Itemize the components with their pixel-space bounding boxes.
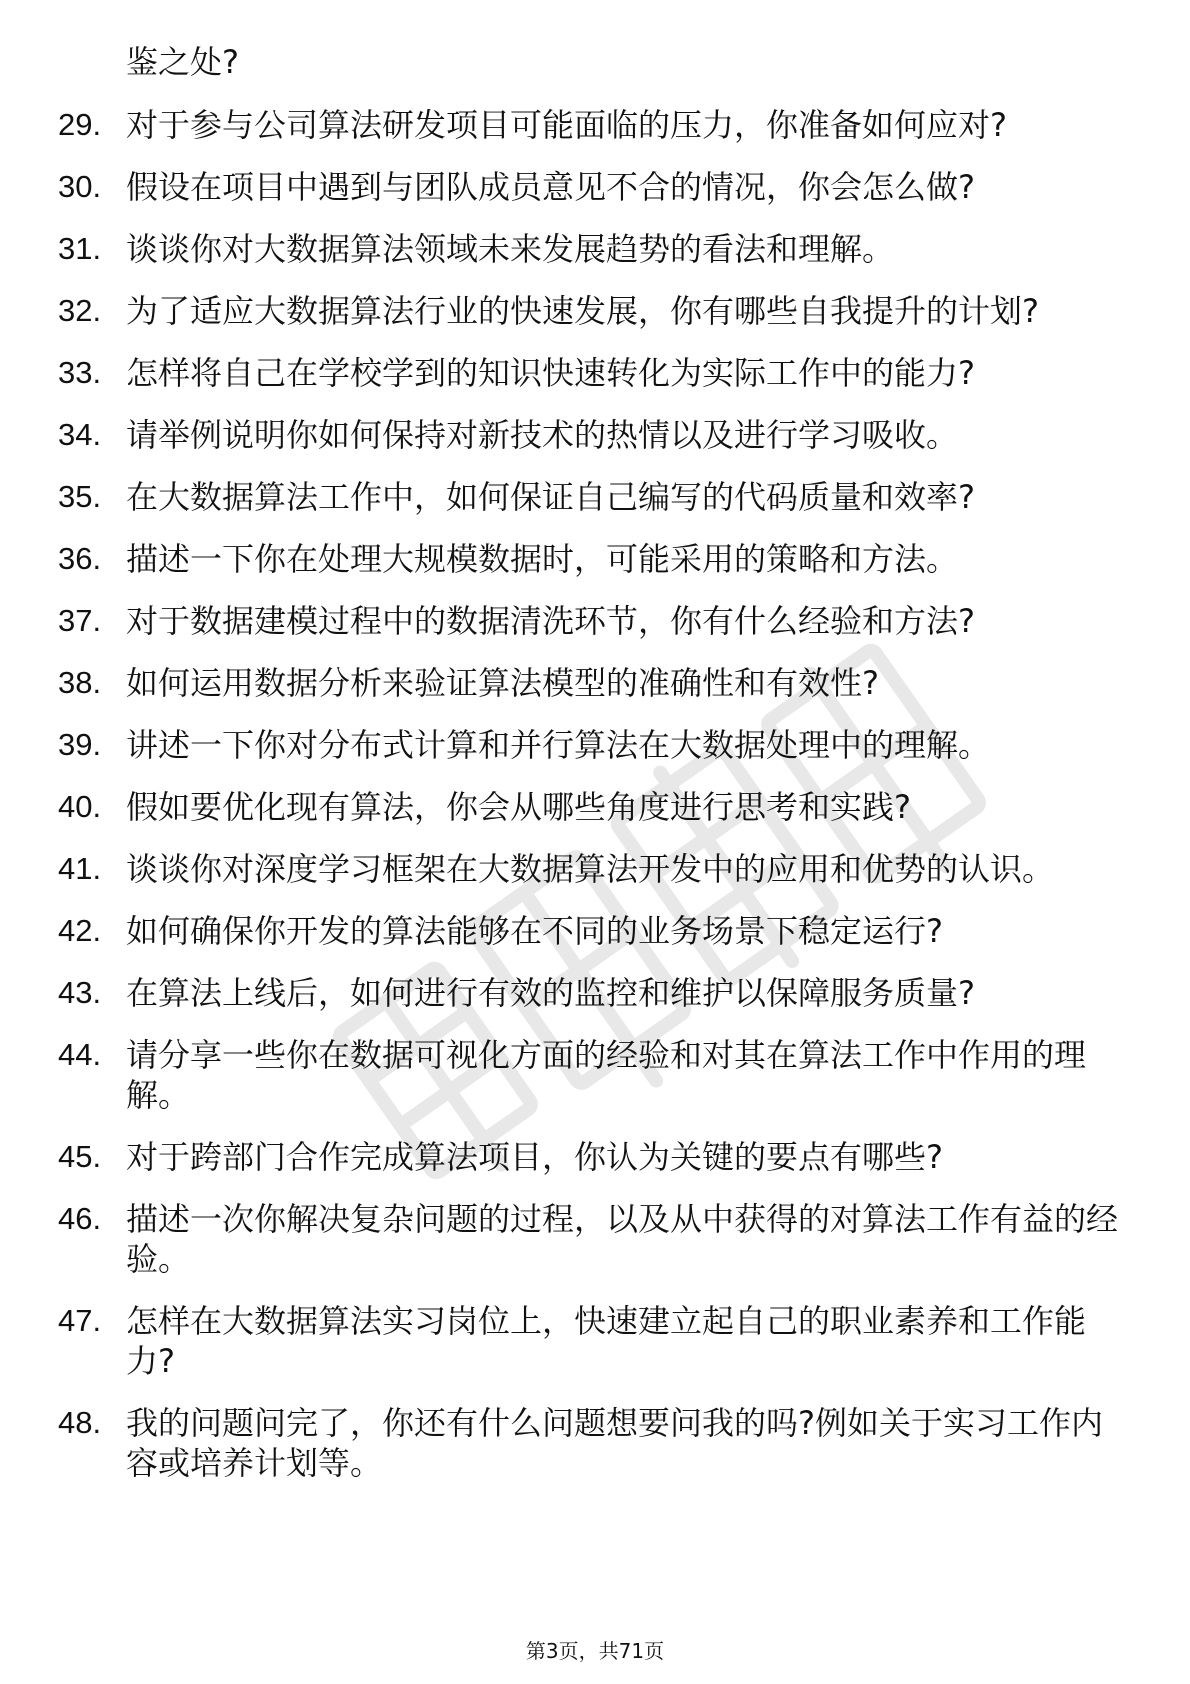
question-text: 为了适应大数据算法行业的快速发展，你有哪些自我提升的计划? [126, 292, 1039, 330]
question-text: 谈谈你对深度学习框架在大数据算法开发中的应用和优势的认识。 [126, 850, 1055, 888]
question-number: 44. [58, 1037, 102, 1072]
question-number: 30. [58, 169, 102, 204]
question-text: 在大数据算法工作中，如何保证自己编写的代码质量和效率? [126, 478, 975, 516]
question-number: 43. [58, 975, 102, 1010]
list-item [58, 849, 1118, 889]
list-item [58, 1403, 1118, 1483]
question-number: 34. [58, 417, 102, 452]
list-item [58, 1199, 1118, 1279]
question-text: 假设在项目中遇到与团队成员意见不合的情况，你会怎么做? [126, 168, 975, 206]
question-text: 怎样将自己在学校学到的知识快速转化为实际工作中的能力? [126, 354, 975, 392]
page-indicator: 第3页，共71页 [525, 1639, 665, 1663]
question-text: 对于跨部门合作完成算法项目，你认为关键的要点有哪些? [126, 1138, 943, 1176]
list-item [58, 911, 1118, 951]
question-text: 假如要优化现有算法，你会从哪些角度进行思考和实践? [126, 788, 911, 826]
question-number: 47. [58, 1303, 102, 1338]
question-number: 37. [58, 603, 102, 638]
question-number: 46. [58, 1201, 102, 1236]
list-item [58, 105, 1118, 145]
list-item [58, 725, 1118, 765]
list-item [58, 415, 1118, 455]
list-item [58, 601, 1118, 641]
question-number: 41. [58, 851, 102, 886]
question-text: 描述一次你解决复杂问题的过程，以及从中获得的对算法工作有益的经验。 [126, 1200, 1119, 1278]
question-number: 29. [58, 107, 102, 142]
list-item [58, 229, 1118, 269]
question-number: 35. [58, 479, 102, 514]
list-item [58, 353, 1118, 393]
question-number: 40. [58, 789, 102, 824]
list-item [58, 1035, 1118, 1115]
question-number: 48. [58, 1405, 102, 1440]
list-item [58, 539, 1118, 579]
question-number: 42. [58, 913, 102, 948]
question-text: 如何确保你开发的算法能够在不同的业务场景下稳定运行? [126, 912, 943, 950]
question-text: 讲述一下你对分布式计算和并行算法在大数据处理中的理解。 [126, 726, 991, 764]
question-text: 对于参与公司算法研发项目可能面临的压力，你准备如何应对? [126, 106, 1007, 144]
question-number: 31. [58, 231, 102, 266]
question-number: 45. [58, 1139, 102, 1174]
question-list-section [58, 42, 1118, 1505]
list-item [58, 973, 1118, 1013]
list-item [58, 167, 1118, 207]
question-number: 33. [58, 355, 102, 390]
list-item [58, 291, 1118, 331]
question-text: 如何运用数据分析来验证算法模型的准确性和有效性? [126, 664, 879, 702]
question-text: 对于数据建模过程中的数据清洗环节，你有什么经验和方法? [126, 602, 975, 640]
question-text: 请举例说明你如何保持对新技术的热情以及进行学习吸收。 [126, 416, 959, 454]
question-number: 39. [58, 727, 102, 762]
question-text: 我的问题问完了，你还有什么问题想要问我的吗?例如关于实习工作内容或培养计划等。 [126, 1404, 1103, 1482]
question-number: 32. [58, 293, 102, 328]
question-text: 谈谈你对大数据算法领域未来发展趋势的看法和理解。 [126, 230, 895, 268]
question-number: 38. [58, 665, 102, 700]
list-item [58, 663, 1118, 703]
question-text: 在算法上线后，如何进行有效的监控和维护以保障服务质量? [126, 974, 975, 1012]
continued-question-text: 鉴之处? [126, 43, 239, 81]
question-text: 请分享一些你在数据可视化方面的经验和对其在算法工作中作用的理解。 [126, 1036, 1087, 1114]
question-text: 描述一下你在处理大规模数据时，可能采用的策略和方法。 [126, 540, 959, 578]
list-item [58, 1301, 1118, 1381]
list-item [58, 1137, 1118, 1177]
question-number: 36. [58, 541, 102, 576]
list-item [58, 787, 1118, 827]
question-list [58, 105, 1118, 1483]
question-text: 怎样在大数据算法实习岗位上，快速建立起自己的职业素养和工作能力? [126, 1302, 1087, 1380]
list-item [58, 477, 1118, 517]
